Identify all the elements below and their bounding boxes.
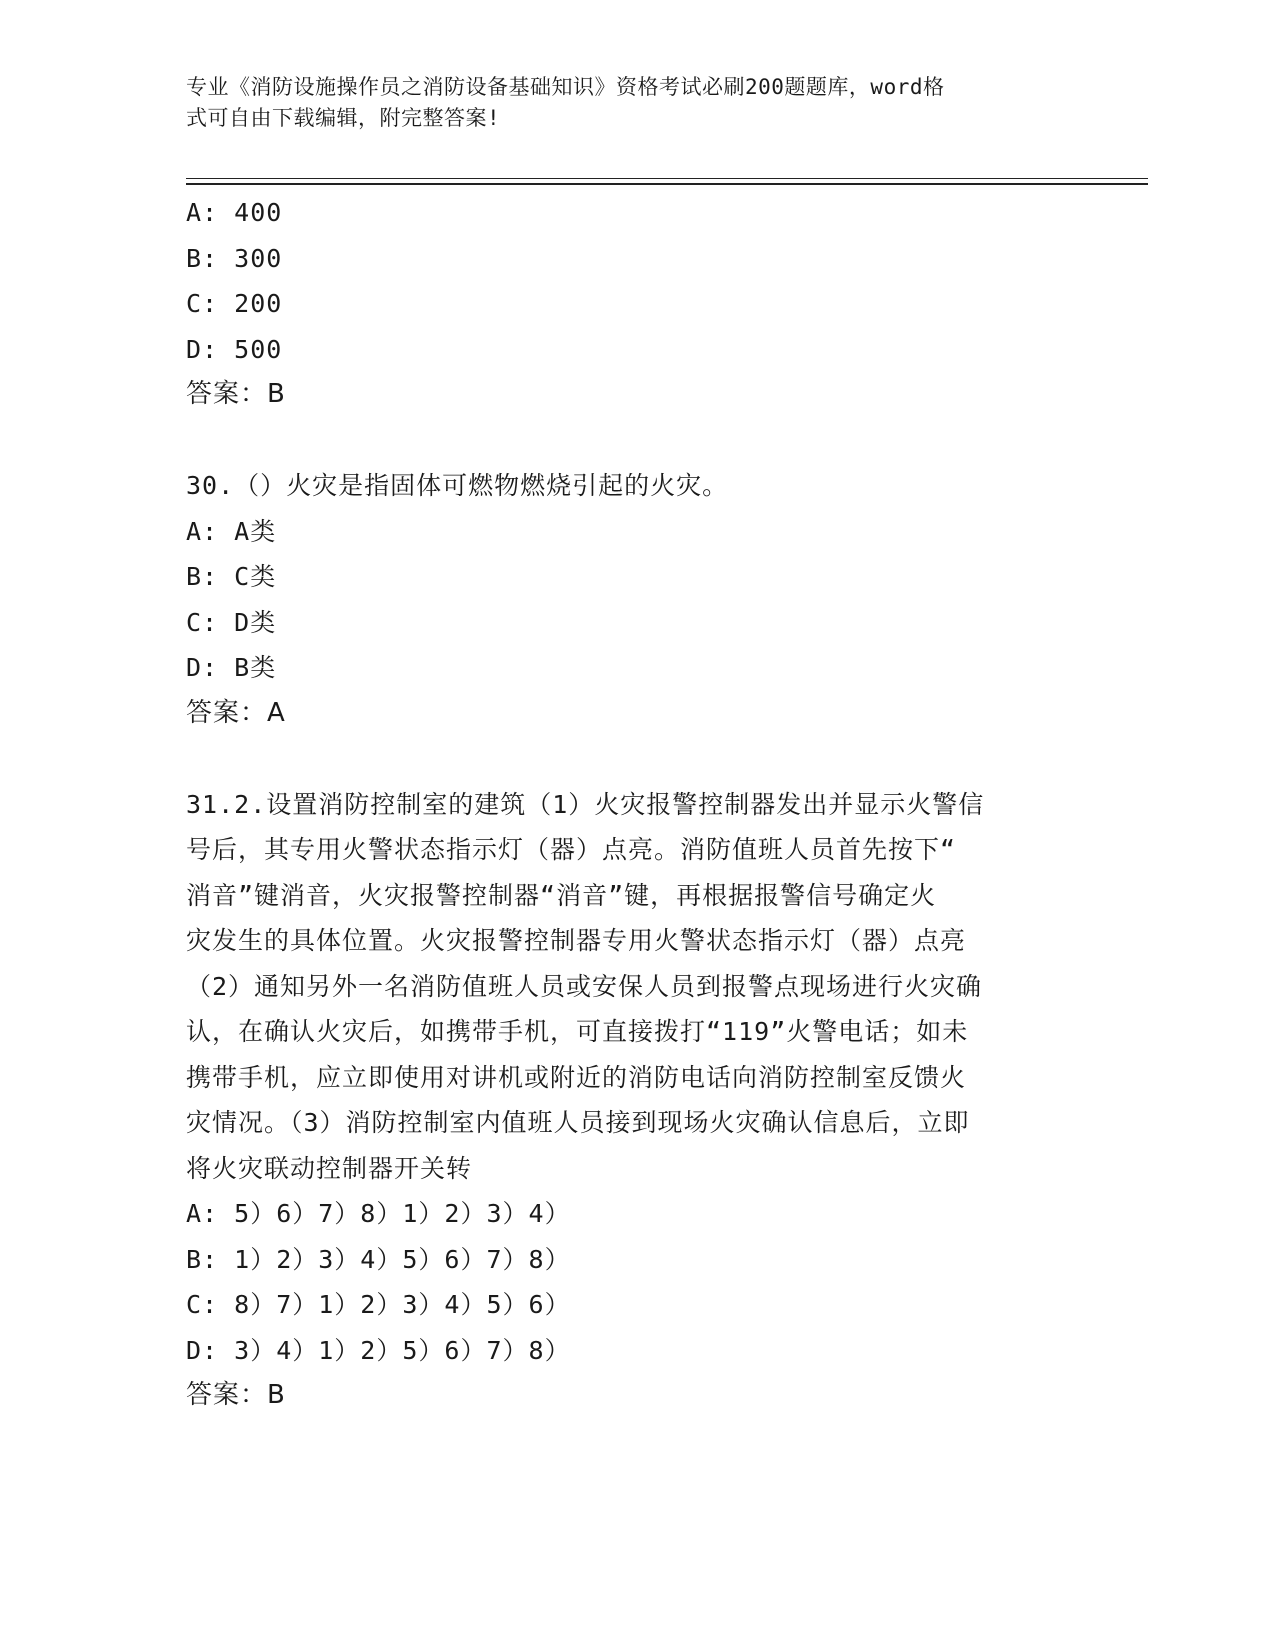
header-divider-thick: [186, 183, 1148, 185]
document-header: [186, 72, 1066, 134]
option-c: C: 8）7）1）2）3）4）5）6）: [186, 1290, 571, 1319]
option-b: B: 300: [186, 243, 283, 273]
question-stem-line: 灾发生的具体位置。火灾报警控制器专用火警状态指示灯（器）点亮: [186, 926, 967, 955]
question-stem-line: 将火灾联动控制器开关转: [186, 1153, 473, 1183]
question-stem-line: 31.2.设置消防控制室的建筑（1）火灾报警控制器发出并显示火警信: [186, 789, 985, 819]
question-31: [186, 782, 1086, 1419]
answer-label: 答案：A: [186, 697, 286, 728]
option-b: B: C类: [186, 562, 277, 591]
question-30: [186, 463, 1086, 736]
question-stem-line: 号后，其专用火警状态指示灯（器）点亮。消防值班人员首先按下“: [186, 835, 957, 864]
question-stem-line: （2）通知另外一名消防值班人员或安保人员到报警点现场进行火灾确: [186, 971, 983, 1001]
option-a: A: 5）6）7）8）1）2）3）4）: [186, 1199, 571, 1228]
option-a: A: A类: [186, 516, 277, 546]
answer-label: 答案：B: [186, 379, 286, 409]
question-stem-line: 认，在确认火灾后，如携带手机，可直接拨打“119”火警电话；如未: [186, 1017, 969, 1046]
question-stem-line: 灾情况。（3）消防控制室内值班人员接到现场火灾确认信息后，立即: [186, 1108, 970, 1137]
header-line-2: 式可自由下载编辑，附完整答案!: [186, 106, 501, 130]
question-content: [186, 190, 1086, 1419]
spacer: [186, 736, 1086, 782]
question-stem-line: 消音”键消音，火灾报警控制器“消音”键，再根据报警信号确定火: [186, 880, 937, 910]
option-d: D: B类: [186, 653, 277, 682]
question-stem-line: 携带手机，应立即使用对讲机或附近的消防电话向消防控制室反馈火: [186, 1062, 967, 1092]
option-d: D: 500: [186, 334, 283, 364]
question-29: [186, 190, 1086, 418]
option-a: A: 400: [186, 198, 283, 227]
header-line-1: 专业《消防设施操作员之消防设备基础知识》资格考试必刷200题题库，word格: [186, 75, 945, 99]
header-divider-thin: [186, 178, 1148, 179]
option-c: C: D类: [186, 607, 277, 637]
answer-label: 答案：B: [186, 1380, 286, 1410]
spacer: [186, 418, 1086, 464]
question-stem: 30.（）火灾是指固体可燃物燃烧引起的火灾。: [186, 471, 729, 500]
option-d: D: 3）4）1）2）5）6）7）8）: [186, 1335, 571, 1365]
option-b: B: 1）2）3）4）5）6）7）8）: [186, 1244, 571, 1274]
option-c: C: 200: [186, 289, 283, 318]
